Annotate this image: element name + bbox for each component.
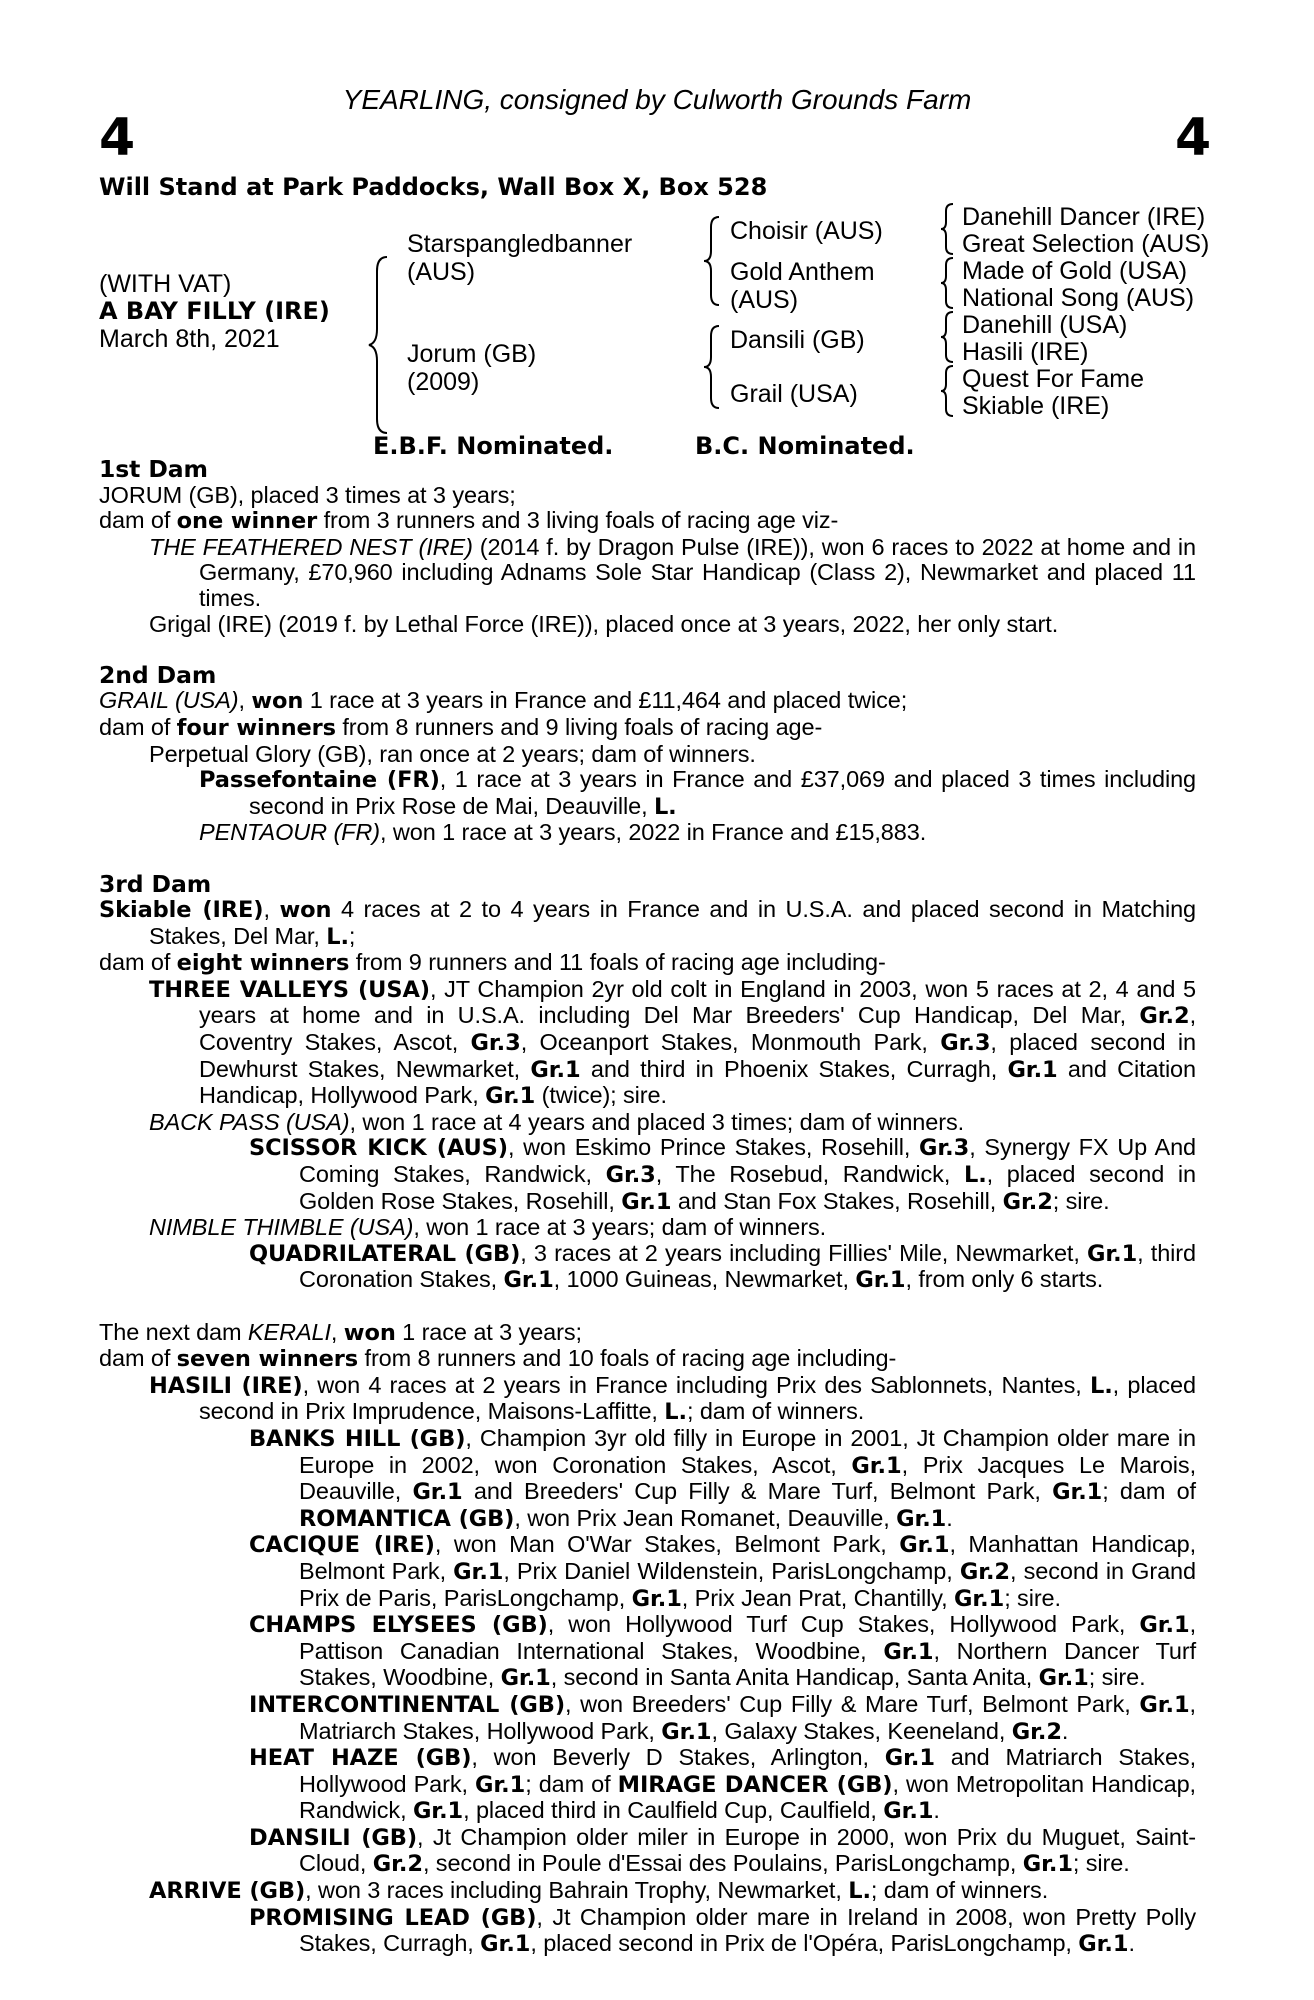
produce-entry: Perpetual Glory (GB), ran once at 2 years; dam of winners. xyxy=(149,740,756,767)
second-dam-produce: dam of four winners from 8 runners and 9 living foals of racing age- xyxy=(99,713,823,741)
dam-name: Jorum (GB) xyxy=(407,340,537,368)
dam-year: (2009) xyxy=(407,368,480,396)
ped-dsd: Hasili (IRE) xyxy=(962,338,1089,366)
second-dam-line: GRAIL (USA), won 1 race at 3 years in France and £11,464 and placed twice; xyxy=(99,687,908,715)
produce-entry: THREE VALLEYS (USA), JT Champion 2yr old colt in England in 2003, won 5 races at 2, 4 and 5 years at home and in U.S.A. including Del Mar Breeders' Cup Handicap, Del Mar, Gr.2, Coventry Stakes, Ascot, Gr.3, Oceanport Stakes, Monmouth Park, Gr.3, placed second in Dewhurst Stakes, Newmarket, Gr.1 and third in Phoenix Stakes, Curragh, Gr.1 and Citation Handicap, Hollywood Park, Gr.1 (twice); sire. xyxy=(149,975,1197,1110)
brace-g3-3 xyxy=(939,310,957,364)
produce-entry: CHAMPS ELYSEES (GB), won Hollywood Turf Cup Stakes, Hollywood Park, Gr.1, Pattison Canadian International Stakes, Woodbine, Gr.1, Northern Dancer Turf Stakes, Woodbine, Gr.1, second in Santa Anita Handicap, Santa Anita, Gr.1; sire. xyxy=(249,1611,1197,1692)
lot-dob: March 8th, 2021 xyxy=(99,325,280,353)
sire-country: (AUS) xyxy=(407,258,476,286)
ped-sdd: National Song (AUS) xyxy=(962,284,1195,312)
ebf-nomination: E.B.F. Nominated. xyxy=(373,432,614,460)
produce-record xyxy=(99,457,1196,1958)
ped-ddd: Skiable (IRE) xyxy=(962,392,1110,420)
first-dam-line: JORUM (GB), placed 3 times at 3 years; xyxy=(99,481,516,508)
produce-entry: CACIQUE (IRE), won Man O'War Stakes, Belmont Park, Gr.1, Manhattan Handicap, Belmont Park, Gr.1, Prix Daniel Wildenstein, ParisLongchamp, Gr.2, second in Grand Prix de Paris, ParisLongchamp, Gr.1, Prix Jean Prat, Chantilly, Gr.1; sire. xyxy=(249,1531,1197,1612)
first-dam-title: 1st Dam xyxy=(99,455,208,483)
ped-dds: Quest For Fame xyxy=(962,365,1144,393)
bc-nomination: B.C. Nominated. xyxy=(695,432,915,460)
produce-entry: PROMISING LEAD (GB), Jt Champion older mare in Ireland in 2008, won Pretty Polly Stakes, Curragh, Gr.1, placed second in Prix de l'Opéra, ParisLongchamp, Gr.1. xyxy=(249,1903,1197,1958)
produce-entry: NIMBLE THIMBLE (USA), won 1 race at 3 years; dam of winners. xyxy=(149,1214,827,1241)
consignor-header: YEARLING, consigned by Culworth Grounds Farm xyxy=(342,84,972,115)
vat-note: (WITH VAT) xyxy=(99,270,232,298)
produce-entry: BANKS HILL (GB), Champion 3yr old filly in Europe in 2001, Jt Champion older mare in Europe in 2002, won Coronation Stakes, Ascot, Gr.1, Prix Jacques Le Marois, Deauville, Gr.1 and Breeders' Cup Filly & Mare Turf, Belmont Park, Gr.1; dam of ROMANTICA (GB), won Prix Jean Romanet, Deauville, Gr.1. xyxy=(249,1424,1197,1532)
brace-generation-1 xyxy=(365,255,395,435)
lot-name: A BAY FILLY (IRE) xyxy=(99,297,330,325)
next-dam-produce: dam of seven winners from 8 runners and 10 foals of racing age including- xyxy=(99,1345,897,1373)
produce-entry: BACK PASS (USA), won 1 race at 4 years and placed 3 times; dam of winners. xyxy=(149,1108,965,1135)
second-dam-title: 2nd Dam xyxy=(99,660,217,689)
produce-entry: HEAT HAZE (GB), won Beverly D Stakes, Arlington, Gr.1 and Matriarch Stakes, Hollywood Park, Gr.1; dam of MIRAGE DANCER (GB), won Metropolitan Handicap, Randwick, Gr.1, placed third in Caulfield Cup, Caulfield, Gr.1. xyxy=(249,1744,1197,1825)
lot-number-left: 4 xyxy=(99,108,136,168)
produce-entry: PENTAOUR (FR), won 1 race at 3 years, 2022 in France and £15,883. xyxy=(199,819,927,846)
ped-ssd: Great Selection (AUS) xyxy=(962,230,1210,258)
sire-dam-country: (AUS) xyxy=(730,286,799,314)
produce-entry: DANSILI (GB), Jt Champion older miler in Europe in 2000, won Prix du Muguet, Saint-Cloud, Gr.2, second in Poule d'Essai des Poulains, ParisLongchamp, Gr.1; sire. xyxy=(249,1823,1197,1878)
produce-entry: Passefontaine (FR), 1 race at 3 years in France and £37,069 and placed 3 times including second in Prix Rose de Mai, Deauville, L. xyxy=(199,766,1197,820)
brace-g3-2 xyxy=(939,256,957,310)
produce-entry: THE FEATHERED NEST (IRE) (2014 f. by Dragon Pulse (IRE)), won 6 races to 2022 at home and in Germany, £70,960 including Adnams Sole Star Handicap (Class 2), Newmarket and placed 11 times. xyxy=(149,533,1197,611)
ped-dss: Danehill (USA) xyxy=(962,311,1128,339)
stand-info: Will Stand at Park Paddocks, Wall Box X, Box 528 xyxy=(99,173,768,201)
brace-dam-line xyxy=(701,324,725,410)
produce-entry: Grigal (IRE) (2019 f. by Lethal Force (IRE)), placed once at 3 years, 2022, her only start. xyxy=(149,610,1059,637)
produce-entry: INTERCONTINENTAL (GB), won Breeders' Cup Filly & Mare Turf, Belmont Park, Gr.1, Matriarch Stakes, Hollywood Park, Gr.1, Galaxy Stakes, Keeneland, Gr.2. xyxy=(249,1690,1196,1745)
next-dam-line: The next dam KERALI, won 1 race at 3 years; xyxy=(99,1318,582,1346)
third-dam-produce: dam of eight winners from 9 runners and 11 foals of racing age including- xyxy=(99,949,886,977)
brace-g3-1 xyxy=(939,202,957,256)
first-dam-produce: dam of one winner from 3 runners and 3 living foals of racing age viz- xyxy=(99,507,839,535)
brace-g3-4 xyxy=(939,364,957,418)
ped-sds: Made of Gold (USA) xyxy=(962,257,1188,285)
produce-entry: QUADRILATERAL (GB), 3 races at 2 years including Fillies' Mile, Newmarket, Gr.1, third Coronation Stakes, Gr.1, 1000 Guineas, Newmarket, Gr.1, from only 6 starts. xyxy=(249,1239,1196,1294)
sire-sire: Choisir (AUS) xyxy=(730,217,883,245)
third-dam-title: 3rd Dam xyxy=(99,869,212,898)
produce-entry: HASILI (IRE), won 4 races at 2 years in France including Prix des Sablonnets, Nantes, L., placed second in Prix Imprudence, Maisons-Laffitte, L.; dam of winners. xyxy=(149,1371,1196,1426)
produce-entry: ARRIVE (GB), won 3 races including Bahrain Trophy, Newmarket, L.; dam of winners. xyxy=(149,1877,1049,1905)
sire-dam-name: Gold Anthem xyxy=(730,258,875,286)
brace-sire-line xyxy=(701,215,725,307)
third-dam-line: Skiable (IRE), won 4 races at 2 to 4 years in France and in U.S.A. and placed second in Matching Stakes, Del Mar, L.; xyxy=(99,896,1197,950)
sire-name: Starspangledbanner xyxy=(407,230,633,258)
lot-number-right: 4 xyxy=(1175,108,1212,168)
dam-sire: Dansili (GB) xyxy=(730,326,865,354)
produce-entry: SCISSOR KICK (AUS), won Eskimo Prince Stakes, Rosehill, Gr.3, Synergy FX Up And Coming Stakes, Randwick, Gr.3, The Rosebud, Randwick, L., placed second in Golden Rose Stakes, Rosehill, Gr.1 and Stan Fox Stakes, Rosehill, Gr.2; sire. xyxy=(249,1134,1197,1215)
ped-sss: Danehill Dancer (IRE) xyxy=(962,203,1206,231)
dam-dam: Grail (USA) xyxy=(730,380,858,408)
